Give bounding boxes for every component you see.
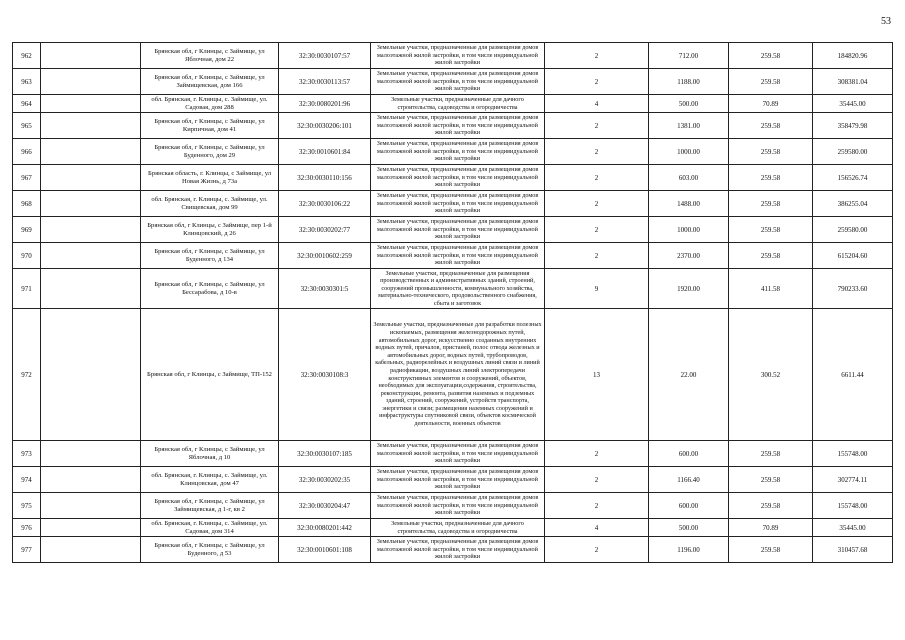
address-cell: Брянская область, г. Клинцы, с Займище, ул Новая Жизнь, д 73а — [141, 165, 279, 191]
table-row — [13, 309, 893, 441]
page-number: 53 — [881, 16, 891, 27]
cadastral-number-cell: 32:30:0080201:96 — [279, 95, 371, 113]
blank-cell — [41, 139, 141, 165]
table-row — [13, 537, 893, 563]
blank-cell — [41, 493, 141, 519]
row-number-cell: 968 — [13, 191, 41, 217]
land-use-cell: Земельные участки, предназначенные для размещения домов малоэтажной жилой застройки, в том числе индивидуальной жилой застройки — [371, 243, 545, 269]
use-code-cell: 2 — [545, 441, 649, 467]
use-code-cell: 2 — [545, 493, 649, 519]
table-row — [13, 519, 893, 537]
specific-value-cell: 259.58 — [729, 139, 813, 165]
table-row — [13, 441, 893, 467]
row-number-cell: 963 — [13, 69, 41, 95]
address-cell: Брянская обл, г Клинцы, с Займище, ул Займищевская, д 1-г, кв 2 — [141, 493, 279, 519]
land-use-cell: Земельные участки, предназначенные для размещения домов малоэтажной жилой застройки, в том числе индивидуальной жилой застройки — [371, 69, 545, 95]
specific-value-cell: 259.58 — [729, 113, 813, 139]
blank-cell — [41, 69, 141, 95]
use-code-cell: 13 — [545, 309, 649, 441]
area-cell: 603.00 — [649, 165, 729, 191]
row-number-cell: 973 — [13, 441, 41, 467]
area-cell: 1188.00 — [649, 69, 729, 95]
use-code-cell: 2 — [545, 537, 649, 563]
specific-value-cell: 259.58 — [729, 467, 813, 493]
area-cell: 1166.40 — [649, 467, 729, 493]
specific-value-cell: 70.89 — [729, 519, 813, 537]
row-number-cell: 965 — [13, 113, 41, 139]
specific-value-cell: 259.58 — [729, 165, 813, 191]
cadastral-number-cell: 32:30:0030108:3 — [279, 309, 371, 441]
use-code-cell: 2 — [545, 243, 649, 269]
blank-cell — [41, 165, 141, 191]
cadastral-number-cell: 32:30:0030301:5 — [279, 269, 371, 309]
specific-value-cell: 259.58 — [729, 441, 813, 467]
blank-cell — [41, 441, 141, 467]
specific-value-cell: 259.58 — [729, 43, 813, 69]
cadastral-value-cell: 358479.98 — [813, 113, 893, 139]
table-row — [13, 139, 893, 165]
area-cell: 22.00 — [649, 309, 729, 441]
table-row — [13, 95, 893, 113]
row-number-cell: 969 — [13, 217, 41, 243]
cadastral-value-cell: 156526.74 — [813, 165, 893, 191]
blank-cell — [41, 537, 141, 563]
area-cell: 600.00 — [649, 493, 729, 519]
use-code-cell: 2 — [545, 217, 649, 243]
land-use-cell: Земельные участки, предназначенные для размещения домов малоэтажной жилой застройки, в том числе индивидуальной жилой застройки — [371, 113, 545, 139]
cadastral-number-cell: 32:30:0030202:77 — [279, 217, 371, 243]
blank-cell — [41, 269, 141, 309]
area-cell: 600.00 — [649, 441, 729, 467]
use-code-cell: 4 — [545, 519, 649, 537]
table-row — [13, 191, 893, 217]
blank-cell — [41, 467, 141, 493]
blank-cell — [41, 95, 141, 113]
use-code-cell: 2 — [545, 467, 649, 493]
specific-value-cell: 411.58 — [729, 269, 813, 309]
table-row — [13, 217, 893, 243]
specific-value-cell: 259.58 — [729, 493, 813, 519]
address-cell: Брянская обл, г Клинцы, с Займище, пер 1-й Клинцовский, д 26 — [141, 217, 279, 243]
address-cell: обл. Брянская, г. Клинцы, с. Займище, ул. Садовая, дом 314 — [141, 519, 279, 537]
address-cell: Брянская обл, г Клинцы, с Займище, ТП-152 — [141, 309, 279, 441]
table-row — [13, 243, 893, 269]
cadastral-number-cell: 32:30:0030113:57 — [279, 69, 371, 95]
row-number-cell: 964 — [13, 95, 41, 113]
area-cell: 500.00 — [649, 519, 729, 537]
cadastral-value-cell: 6611.44 — [813, 309, 893, 441]
land-use-cell: Земельные участки, предназначенные для размещения домов малоэтажной жилой застройки, в том числе индивидуальной жилой застройки — [371, 43, 545, 69]
row-number-cell: 970 — [13, 243, 41, 269]
table-row — [13, 467, 893, 493]
cadastral-value-cell: 310457.68 — [813, 537, 893, 563]
area-cell: 1000.00 — [649, 217, 729, 243]
cadastral-value-cell: 155748.00 — [813, 441, 893, 467]
cadastral-number-cell: 32:30:0010601:108 — [279, 537, 371, 563]
row-number-cell: 971 — [13, 269, 41, 309]
blank-cell — [41, 43, 141, 69]
land-use-cell: Земельные участки, предназначенные для размещения домов малоэтажной жилой застройки, в том числе индивидуальной жилой застройки — [371, 467, 545, 493]
blank-cell — [41, 309, 141, 441]
cadastral-number-cell: 32:30:0030110:156 — [279, 165, 371, 191]
table-row — [13, 69, 893, 95]
use-code-cell: 2 — [545, 191, 649, 217]
cadastral-value-cell: 302774.11 — [813, 467, 893, 493]
blank-cell — [41, 113, 141, 139]
area-cell: 2370.00 — [649, 243, 729, 269]
land-use-cell: Земельные участки, предназначенные для размещения производственных и административных зданий, строений, сооружений промышленности, коммунального хозяйства, материально-технического, продовольственного снабжения, сбыта и заготовок — [371, 269, 545, 309]
cadastral-number-cell: 32:30:0030106:22 — [279, 191, 371, 217]
land-use-cell: Земельные участки, предназначенные для размещения домов малоэтажной жилой застройки, в том числе индивидуальной жилой застройки — [371, 139, 545, 165]
cadastral-value-cell: 155748.00 — [813, 493, 893, 519]
cadastral-number-cell: 32:30:0080201:442 — [279, 519, 371, 537]
cadastral-number-cell: 32:30:0010602:259 — [279, 243, 371, 269]
cadastral-value-cell: 259580.00 — [813, 217, 893, 243]
cadastral-number-cell: 32:30:0030202:35 — [279, 467, 371, 493]
land-use-cell: Земельные участки, предназначенные для размещения домов малоэтажной жилой застройки, в том числе индивидуальной жилой застройки — [371, 537, 545, 563]
blank-cell — [41, 217, 141, 243]
land-use-cell: Земельные участки, предназначенные для размещения домов малоэтажной жилой застройки, в том числе индивидуальной жилой застройки — [371, 217, 545, 243]
specific-value-cell: 259.58 — [729, 69, 813, 95]
cadastral-value-cell: 35445.00 — [813, 95, 893, 113]
blank-cell — [41, 243, 141, 269]
land-use-cell: Земельные участки, предназначенные для дачного строительства, садоводства и огородничества — [371, 519, 545, 537]
table-row — [13, 493, 893, 519]
specific-value-cell: 70.89 — [729, 95, 813, 113]
row-number-cell: 972 — [13, 309, 41, 441]
address-cell: обл. Брянская, г. Клинцы, с. Займище, ул. Свищевская, дом 99 — [141, 191, 279, 217]
use-code-cell: 4 — [545, 95, 649, 113]
use-code-cell: 2 — [545, 69, 649, 95]
address-cell: Брянская обл, г Клинцы, с Займище, ул Бессарабова, д 10-в — [141, 269, 279, 309]
cadastral-value-cell: 35445.00 — [813, 519, 893, 537]
land-registry-table — [12, 42, 893, 563]
area-cell: 1381.00 — [649, 113, 729, 139]
address-cell: обл. Брянская, г. Клинцы, с. Займище, ул. Клинцовская, дом 47 — [141, 467, 279, 493]
area-cell: 1196.00 — [649, 537, 729, 563]
cadastral-value-cell: 308381.04 — [813, 69, 893, 95]
cadastral-number-cell: 32:30:0030204:47 — [279, 493, 371, 519]
cadastral-value-cell: 259580.00 — [813, 139, 893, 165]
land-use-cell: Земельные участки, предназначенные для разработки полезных ископаемых, размещения железнодорожных путей, автомобильных дорог, искусственно созданных внутренних водных путей, причалов, пристаней, полос отвода железных и автомобильных дорог, водных путей, трубопроводов, кабельных, радиорелейных и воздушных линий связи и линий радиофикации, воздушных линий электропередачи конструктивных элементов и сооружений, объектов, необходимых для эксплуатации,содержания, строительства, реконструкции, ремонта, развития наземных и подземных зданий, строений, сооружений, устройств транспорта, энергетики и связи; размещения наземных сооружений и инфраструктуры спутниковой связи, объектов космической деятельности, военных объектов — [371, 309, 545, 441]
cadastral-value-cell: 184820.96 — [813, 43, 893, 69]
cadastral-number-cell: 32:30:0030206:101 — [279, 113, 371, 139]
land-use-cell: Земельные участки, предназначенные для размещения домов малоэтажной жилой застройки, в том числе индивидуальной жилой застройки — [371, 191, 545, 217]
row-number-cell: 974 — [13, 467, 41, 493]
specific-value-cell: 259.58 — [729, 537, 813, 563]
specific-value-cell: 259.58 — [729, 243, 813, 269]
cadastral-value-cell: 615204.60 — [813, 243, 893, 269]
row-number-cell: 962 — [13, 43, 41, 69]
cadastral-value-cell: 790233.60 — [813, 269, 893, 309]
use-code-cell: 2 — [545, 113, 649, 139]
table-row — [13, 113, 893, 139]
row-number-cell: 967 — [13, 165, 41, 191]
table-row — [13, 269, 893, 309]
table-row — [13, 165, 893, 191]
use-code-cell: 2 — [545, 165, 649, 191]
address-cell: Брянская обл, г Клинцы, с Займище, ул Яблочная, дом 22 — [141, 43, 279, 69]
address-cell: Брянская обл, г Клинцы, с Займище, ул Займищевская, дом 166 — [141, 69, 279, 95]
address-cell: обл. Брянская, г. Клинцы, с. Займище, ул. Садовая, дом 288 — [141, 95, 279, 113]
use-code-cell: 2 — [545, 139, 649, 165]
cadastral-number-cell: 32:30:0010601:84 — [279, 139, 371, 165]
address-cell: Брянская обл, г Клинцы, с Займище, ул Кирпичная, дом 41 — [141, 113, 279, 139]
table-row — [13, 43, 893, 69]
specific-value-cell: 300.52 — [729, 309, 813, 441]
blank-cell — [41, 191, 141, 217]
use-code-cell: 2 — [545, 43, 649, 69]
row-number-cell: 975 — [13, 493, 41, 519]
address-cell: Брянская обл, г Клинцы, с Займище, ул Яблочная, д 10 — [141, 441, 279, 467]
area-cell: 1488.00 — [649, 191, 729, 217]
cadastral-value-cell: 386255.04 — [813, 191, 893, 217]
area-cell: 1920.00 — [649, 269, 729, 309]
land-use-cell: Земельные участки, предназначенные для размещения домов малоэтажной жилой застройки, в том числе индивидуальной жилой застройки — [371, 441, 545, 467]
specific-value-cell: 259.58 — [729, 217, 813, 243]
specific-value-cell: 259.58 — [729, 191, 813, 217]
use-code-cell: 9 — [545, 269, 649, 309]
address-cell: Брянская обл, г Клинцы, с Займище, ул Буденного, д 134 — [141, 243, 279, 269]
cadastral-number-cell: 32:30:0030107:185 — [279, 441, 371, 467]
row-number-cell: 976 — [13, 519, 41, 537]
address-cell: Брянская обл, г Клинцы, с Займище, ул Буденного, д 53 — [141, 537, 279, 563]
address-cell: Брянская обл, г Клинцы, с Займище, ул Буденного, дом 29 — [141, 139, 279, 165]
row-number-cell: 966 — [13, 139, 41, 165]
area-cell: 712.00 — [649, 43, 729, 69]
land-use-cell: Земельные участки, предназначенные для дачного строительства, садоводства и огородничества — [371, 95, 545, 113]
land-use-cell: Земельные участки, предназначенные для размещения домов малоэтажной жилой застройки, в том числе индивидуальной жилой застройки — [371, 165, 545, 191]
cadastral-number-cell: 32:30:0030107:57 — [279, 43, 371, 69]
area-cell: 500.00 — [649, 95, 729, 113]
row-number-cell: 977 — [13, 537, 41, 563]
area-cell: 1000.00 — [649, 139, 729, 165]
blank-cell — [41, 519, 141, 537]
land-use-cell: Земельные участки, предназначенные для размещения домов малоэтажной жилой застройки, в том числе индивидуальной жилой застройки — [371, 493, 545, 519]
